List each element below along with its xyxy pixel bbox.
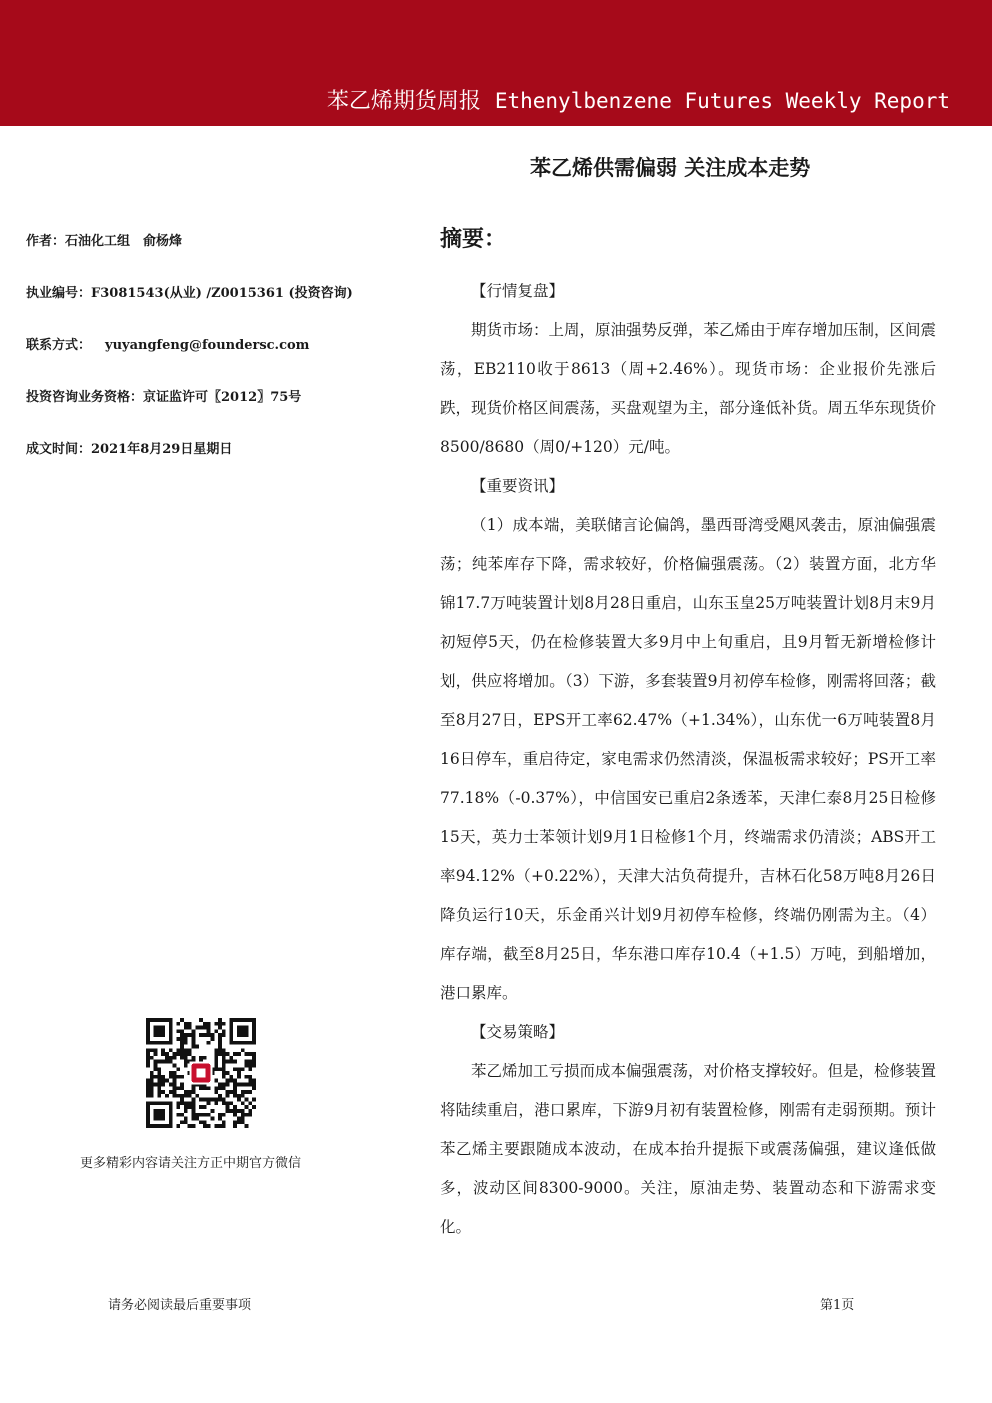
news-title: 【重要资讯】 [471, 477, 565, 495]
license-label: 执业编号： [26, 286, 92, 301]
summary-heading: 摘要： [440, 227, 507, 252]
qualification-value: 京证监许可〖2012〗75号 [143, 390, 302, 405]
date-row [26, 440, 406, 492]
author-row [26, 232, 406, 284]
header-banner [0, 0, 992, 126]
strategy-text: 苯乙烯加工亏损而成本偏强震荡，对价格支撑较好。但是，检修装置将陆续重启，港口累库，下游9月初有装置检修，刚需有走弱预期。预计苯乙烯主要跟随成本波动，在成本抬升提振下或震荡偏强，建议逢低做多，波动区间8300-9000。关注，原油走势、装置动态和下游需求变化。 [440, 1062, 937, 1236]
strategy-title: 【交易策略】 [471, 1023, 565, 1041]
contact-label: 联系方式： [26, 338, 92, 353]
date-label: 成文时间： [26, 442, 92, 457]
report-series-title [327, 84, 950, 115]
footer-notice: 请务必阅读最后重要事项 [108, 1298, 252, 1313]
summary-content [440, 272, 936, 1247]
contact-email-link[interactable]: yuyangfeng@foundersc.com [105, 338, 310, 353]
news-text: （1）成本端，美联储言论偏鸽，墨西哥湾受飓风袭击，原油偏强震荡；纯苯库存下降，需求较好，价格偏强震荡。（2）装置方面，北方华锦17.7万吨装置计划8月28日重启，山东玉皇25万吨装置计划8月末9月初短停5天，仍在检修装置大多9月中上旬重启，且9月暂无新增检修计划，供应将增加。（3）下游，多套装置9月初停车检修，刚需将回落；截至8月27日，EPS开工率62.47%（+1.34%），山东优一6万吨装置8月16日停车，重启待定，家电需求仍然清淡，保温板需求较好；PS开工率77.18%（-0.37%），中信国安已重启2条透苯，天津仁泰8月25日检修15天，英力士苯领计划9月1日检修1个月，终端需求仍清淡；ABS开工率94.12%（+0.22%），天津大沽负荷提升，吉林石化58万吨8月26日降负运行10天，乐金甬兴计划9月初停车检修，终端仍刚需为主。（4）库存端，截至8月25日，华东港口库存10.4（+1.5）万吨，到船增加，港口累库。 [440, 516, 936, 1002]
author-value: 石油化工组 俞杨烽 [65, 234, 183, 249]
contact-row [26, 336, 406, 388]
series-title-zh: 苯乙烯期货周报 [326, 89, 481, 114]
wechat-qr-code-icon [146, 1018, 256, 1128]
license-value: F3081543(从业) /Z0015361 (投资咨询) [91, 286, 353, 301]
qualification-label: 投资咨询业务资格： [26, 390, 144, 405]
qualification-row [26, 388, 406, 440]
page-number: 第1页 [820, 1298, 855, 1313]
date-value: 2021年8月29日星期日 [91, 442, 233, 457]
series-title-en: Ethenylbenzene Futures Weekly Report [494, 89, 950, 113]
report-title: 苯乙烯供需偏弱 关注成本走势 [530, 156, 811, 180]
qr-caption: 更多精彩内容请关注方正中期官方微信 [80, 1156, 302, 1171]
market-review-text: 期货市场：上周，原油强势反弹，苯乙烯由于库存增加压制，区间震荡，EB2110收于8613（周+2.46%）。现货市场：企业报价先涨后跌，现货价格区间震荡，买盘观望为主，部分逢低补货。周五华东现货价8500/8680（周0/+120）元/吨。 [440, 321, 937, 456]
author-label: 作者： [26, 234, 66, 249]
author-info-panel [26, 232, 406, 492]
license-row [26, 284, 406, 336]
market-review-title: 【行情复盘】 [471, 282, 565, 300]
